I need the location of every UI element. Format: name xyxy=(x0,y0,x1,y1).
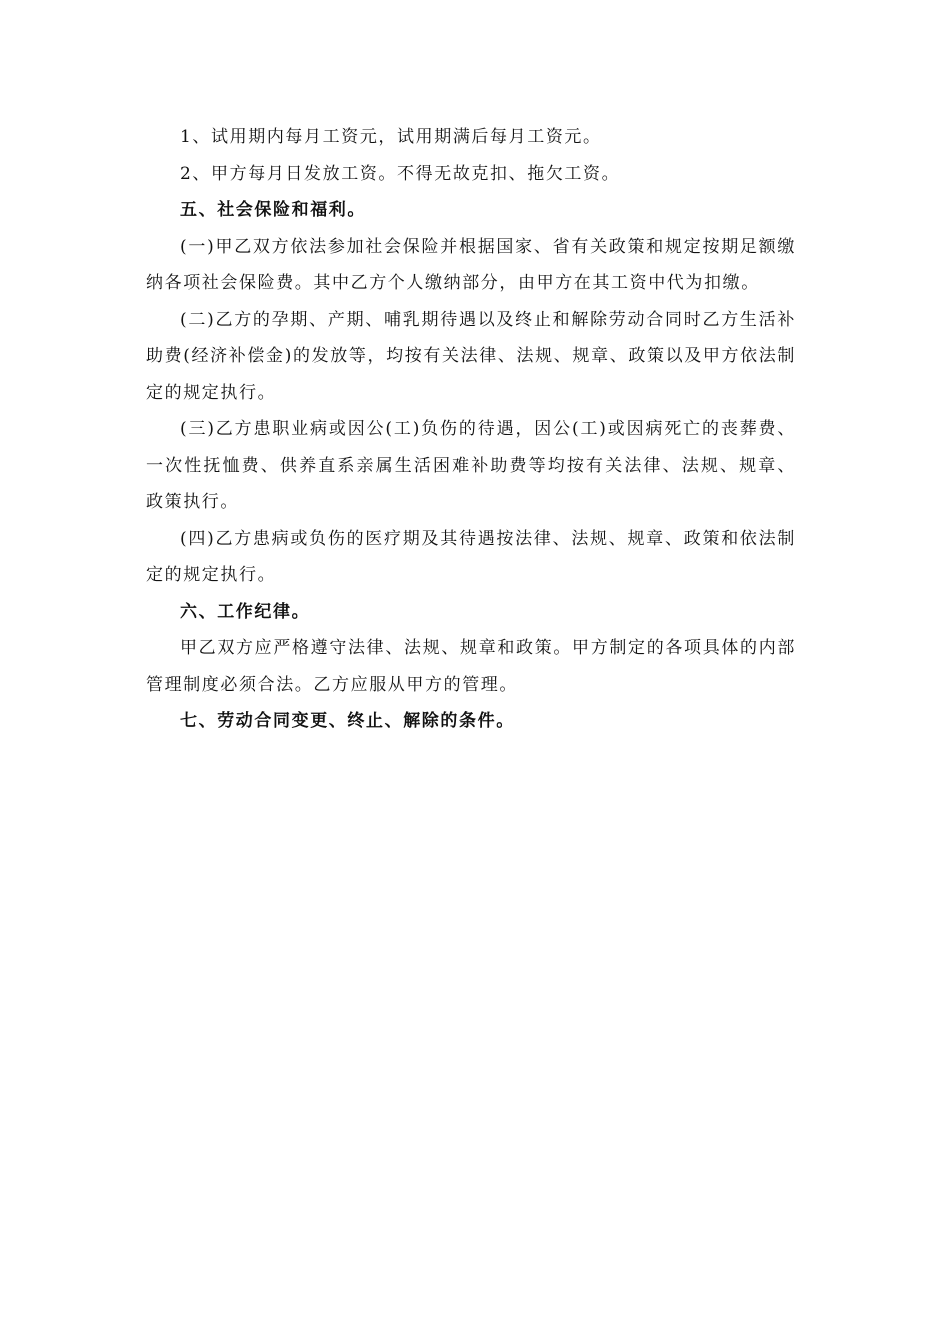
paragraph-discipline: 甲乙双方应严格遵守法律、法规、规章和政策。甲方制定的各项具体的内部管理制度必须合法。乙方应服从甲方的管理。 xyxy=(146,638,796,695)
paragraph-insurance-4: (四)乙方患病或负伤的医疗期及其待遇按法律、法规、规章、政策和依法制定的规定执行。 xyxy=(146,528,796,585)
paragraph-insurance-2: (二)乙方的孕期、产期、哺乳期待遇以及终止和解除劳动合同时乙方生活补助费(经济补偿金)的发放等，均按有关法律、法规、规章、政策以及甲方依法制定的规定执行。 xyxy=(146,309,796,403)
paragraph-insurance-3: (三)乙方患职业病或因公(工)负伤的待遇，因公(工)或因病死亡的丧葬费、一次性抚恤费、供养直系亲属生活困难补助费等均按有关法律、法规、规章、政策执行。 xyxy=(146,419,796,512)
paragraph-salary-probation: 1、试用期内每月工资元，试用期满后每月工资元。 xyxy=(180,127,602,147)
paragraph-insurance-1: (一)甲乙双方依法参加社会保险并根据国家、省有关政策和规定按期足额缴纳各项社会保险费。其中乙方个人缴纳部分，由甲方在其工资中代为扣缴。 xyxy=(146,236,796,293)
paragraph-salary-payment: 2、甲方每月日发放工资。不得无故克扣、拖欠工资。 xyxy=(180,163,621,184)
section-heading-social-insurance: 五、社会保险和福利。 xyxy=(180,200,366,220)
section-heading-discipline: 六、工作纪律。 xyxy=(180,601,311,622)
document-body xyxy=(146,119,796,740)
section-heading-contract-change: 七、劳动合同变更、终止、解除的条件。 xyxy=(180,711,515,731)
